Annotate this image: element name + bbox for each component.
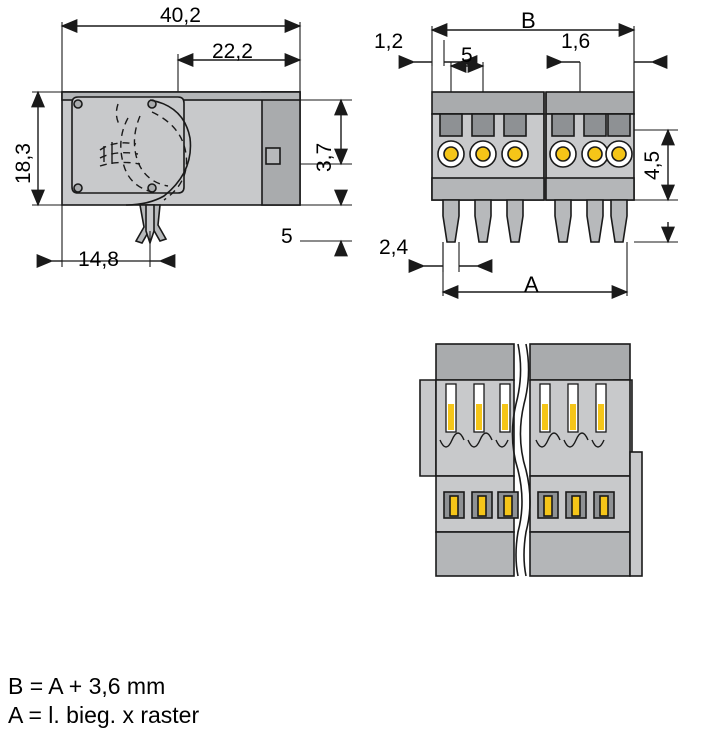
note-b-formula: B = A + 3,6 mm — [8, 673, 166, 699]
note-a-formula: A = l. bieg. x raster — [8, 702, 200, 728]
dim-width-b: B — [521, 8, 536, 33]
dim-step-height: 3,7 — [313, 142, 336, 172]
dim-width-a: A — [524, 272, 539, 297]
notes-block — [8, 672, 199, 730]
front-view-body — [432, 92, 634, 242]
dim-pitch: 5 — [461, 44, 473, 67]
dim-latch-position: 14,8 — [78, 248, 119, 271]
side-view-body — [62, 92, 300, 243]
dim-pin-height: 4,5 — [641, 150, 664, 180]
top-view-body — [420, 344, 642, 576]
dim-inner-length: 22,2 — [212, 40, 253, 63]
dim-foot-offset: 5 — [281, 225, 293, 248]
dim-edge-right: 1,6 — [561, 30, 591, 53]
dim-height: 18,3 — [12, 143, 35, 184]
dim-pin-width: 2,4 — [379, 236, 409, 259]
dim-overall-length: 40,2 — [160, 4, 201, 27]
dim-edge-left: 1,2 — [374, 30, 404, 53]
